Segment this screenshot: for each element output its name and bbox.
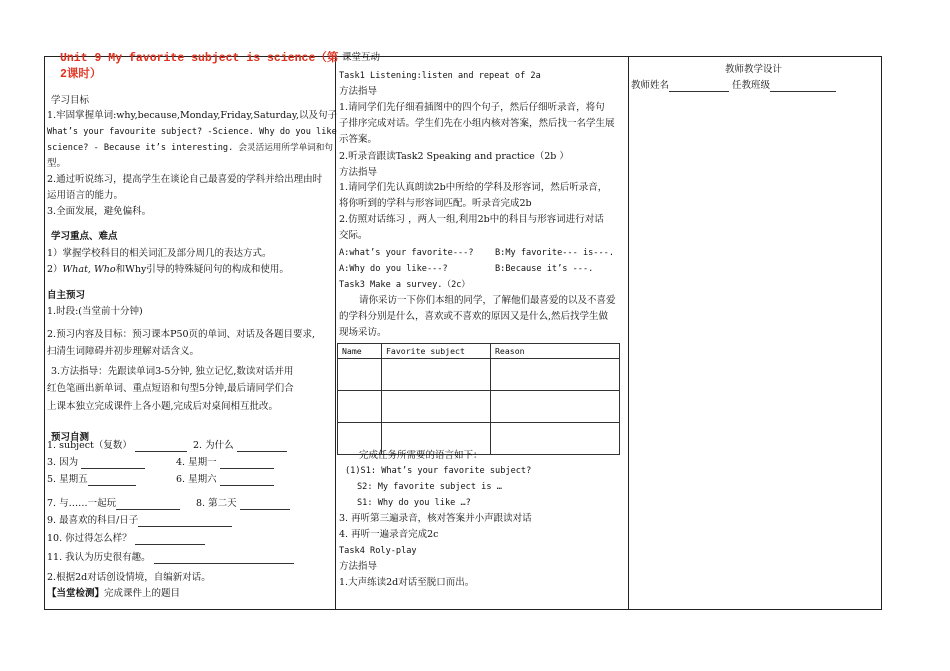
q6-blank[interactable] [220, 475, 274, 486]
key-point-2-suffix: 和Why引导的特殊疑问句的构成和使用。 [115, 264, 289, 275]
self-test-q11 [47, 552, 294, 564]
task2-text-a: 1.请同学们先认真朗读2b中所给的学科及形容词，然后听录音， [339, 182, 608, 193]
self-test-q6 [176, 474, 274, 486]
dialogue-b2: B:Because it’s ---. [495, 264, 594, 274]
goals-heading: 学习目标 [51, 95, 90, 106]
q5-blank[interactable] [88, 475, 136, 486]
teacher-design-heading: 教师教学设计 [725, 64, 783, 75]
q11-label: 11. 我认为历史很有趣。 [47, 552, 151, 563]
q7-label: 7. 与……一起玩 [47, 498, 117, 509]
teacher-name-blank[interactable] [669, 81, 729, 92]
preview-time: 1.时段:(当堂前十分钟) [47, 306, 143, 317]
survey-cell[interactable] [491, 423, 620, 455]
survey-cell[interactable] [382, 359, 491, 391]
step-3: 3. 再听第三遍录音，核对答案并小声跟读对话 [339, 513, 532, 524]
column-divider-1 [335, 57, 336, 609]
preview-target-b: 扫清生词障碍并初步理解对话含义。 [47, 346, 200, 357]
q3-label: 3. 因为 [47, 457, 79, 468]
q8-label: 8. 第二天 [196, 498, 237, 509]
self-test-q5 [47, 474, 136, 486]
survey-row [338, 359, 620, 391]
q5-label: 5. 星期五 [47, 474, 88, 485]
q4-label: 4. 星期一 [176, 457, 217, 468]
q9-label: 9. 最喜欢的科目/日子 [47, 515, 139, 526]
preview-method-a: 3.方法指导：先跟读单词3-5分钟, 独立记忆,数读对话并用 [51, 366, 294, 377]
survey-cell[interactable] [491, 391, 620, 423]
task4-title: Task4 Roly-play [339, 546, 417, 556]
survey-header-row [338, 344, 620, 359]
q4-blank[interactable] [220, 458, 274, 469]
q7-blank[interactable] [116, 499, 180, 510]
dialogue-b1: B:My favorite--- is---. [495, 248, 614, 258]
self-test-q4 [176, 457, 274, 469]
step-4: 4. 再听一遍录音完成2c [339, 529, 439, 540]
teacher-name-label: 教师姓名 [631, 80, 670, 91]
goal-1-line-c: science? - Because it’s interesting. 会灵活运用所学单词和句 [47, 143, 333, 153]
task1-text-b: 子排序完成对话。学生们先在小组内核对答案，然后找一名学生展 [339, 118, 615, 129]
q6-label: 6. 星期六 [176, 474, 217, 485]
teacher-info-row [631, 80, 836, 92]
survey-cell[interactable] [338, 391, 382, 423]
survey-table [337, 343, 620, 455]
dialogue-a1: A:what’s your favorite---? [339, 248, 474, 258]
self-test-q8 [196, 498, 290, 510]
language-needed: 完成任务所需要的语言如下： [359, 450, 483, 461]
self-test-q2 [193, 440, 287, 452]
goal-1-line-b: What’s your favourite subject? -Science. Why do you like [47, 127, 337, 137]
task2-title: 2.听录音跟读Task2 Speaking and practice（2b ） [339, 151, 569, 162]
survey-header-reason: Reason [491, 344, 620, 359]
key-points-heading: 学习重点、难点 [51, 231, 118, 242]
self-test-heading: 预习自测 [51, 432, 90, 443]
q1-label: 1. subject（复数） [47, 440, 132, 451]
task3-text-b: 的学科分别是什么，喜欢或不喜欢的原因又是什么,然后找学生做 [339, 311, 609, 322]
lesson-title: Unit 9 My favorite subject is science（第2课时） [60, 52, 339, 81]
self-test-q10 [47, 533, 205, 545]
survey-cell[interactable] [338, 359, 382, 391]
self-test-q3 [47, 457, 145, 469]
q11-blank[interactable] [154, 553, 294, 564]
q10-blank[interactable] [135, 534, 205, 545]
self-test-q7 [47, 498, 180, 510]
check-text: 完成课件上的题目 [104, 588, 181, 599]
self-test-q1 [47, 440, 187, 452]
goal-2-line-a: 2.通过听说练习，提高学生在谈论自己最喜爱的学科并给出理由时 [47, 174, 323, 185]
task4-guide-heading: 方法指导 [339, 561, 378, 572]
q2-label: 2. 为什么 [193, 440, 234, 451]
survey-cell[interactable] [491, 359, 620, 391]
preview-method-b: 红色笔画出新单词、重点短语和句型5分钟,最后请同学们合 [47, 383, 294, 394]
key-point-2 [47, 264, 289, 276]
preview-method-c: 上课本独立完成课件上各小题,完成后对桌间相互批改。 [47, 401, 279, 412]
q2-blank[interactable] [237, 441, 287, 452]
q10-label: 10. 你过得怎么样？ [47, 533, 132, 544]
survey-header-subject: Favorite subject [382, 344, 491, 359]
task2-guide-heading: 方法指导 [339, 167, 378, 178]
class-label: 任教班级 [732, 80, 771, 91]
goal-3: 3.全面发展，避免偏科。 [47, 206, 152, 217]
preview-target-a: 2.预习内容及目标：预习课本P50页的单词、对话及各题目要求, [47, 329, 316, 340]
dialogue-a2: A:Why do you like---? [339, 264, 448, 274]
check-bracket: 【当堂检测】 [47, 588, 105, 599]
survey-cell[interactable] [382, 391, 491, 423]
class-interaction-heading: 课堂互动 [342, 52, 381, 63]
column-divider-2 [628, 57, 629, 609]
survey-header-name: Name [338, 344, 382, 359]
q1-blank[interactable] [135, 441, 187, 452]
q9-blank[interactable] [138, 516, 232, 527]
task1-title: Task1 Listening:listen and repeat of 2a [339, 71, 541, 81]
sentence-s3: S1: Why do you like …? [357, 498, 471, 508]
key-point-1: 1）掌握学校科目的相关词汇及部分周几的表达方式。 [47, 248, 272, 259]
task1-text-a: 1.请同学们先仔细看插图中的四个句子，然后仔细听录音，将句 [339, 102, 605, 113]
task1-guide-heading: 方法指导 [339, 86, 378, 97]
goal-1-line-a: 1.牢固掌握单词:why,because,Monday,Friday,Saturday,以及句子 [47, 110, 337, 121]
q3-blank[interactable] [81, 458, 145, 469]
task3-text-a: 请你采访一下你们本组的同学，了解他们最喜爱的以及不喜爱 [359, 295, 616, 306]
task1-text-c: 示答案。 [339, 134, 378, 145]
key-point-2-prefix: 2） [47, 264, 63, 275]
goal-2-line-b: 运用语言的能力。 [47, 190, 124, 201]
task3-title: Task3 Make a survey.（2c） [339, 280, 471, 290]
self-test-q9 [47, 515, 232, 527]
class-blank[interactable] [770, 81, 836, 92]
preview-heading: 自主预习 [47, 290, 86, 301]
sentence-s1: (1)S1: What’s your favorite subject? [345, 466, 532, 476]
task4-text: 1.大声练读2d对话至脱口而出。 [339, 577, 475, 588]
in-class-check [47, 588, 180, 600]
survey-row [338, 391, 620, 423]
key-point-2-italic: What, Who [62, 264, 116, 275]
goal-1-line-d: 型。 [47, 158, 67, 169]
sentence-s2: S2: My favorite subject is … [357, 482, 502, 492]
create-dialogue: 2.根据2d对话创设情境，自编新对话。 [47, 572, 211, 583]
task2-text-b: 将你听到的学科与形容词匹配。听录音完成2b [339, 198, 532, 209]
task2-text-c: 2.仿照对话练习 ，两人一组,利用2b中的科目与形容词进行对话 [339, 214, 604, 225]
q8-blank[interactable] [240, 499, 290, 510]
task3-text-c: 现场采访。 [339, 327, 387, 338]
task2-text-d: 交际。 [339, 230, 368, 241]
